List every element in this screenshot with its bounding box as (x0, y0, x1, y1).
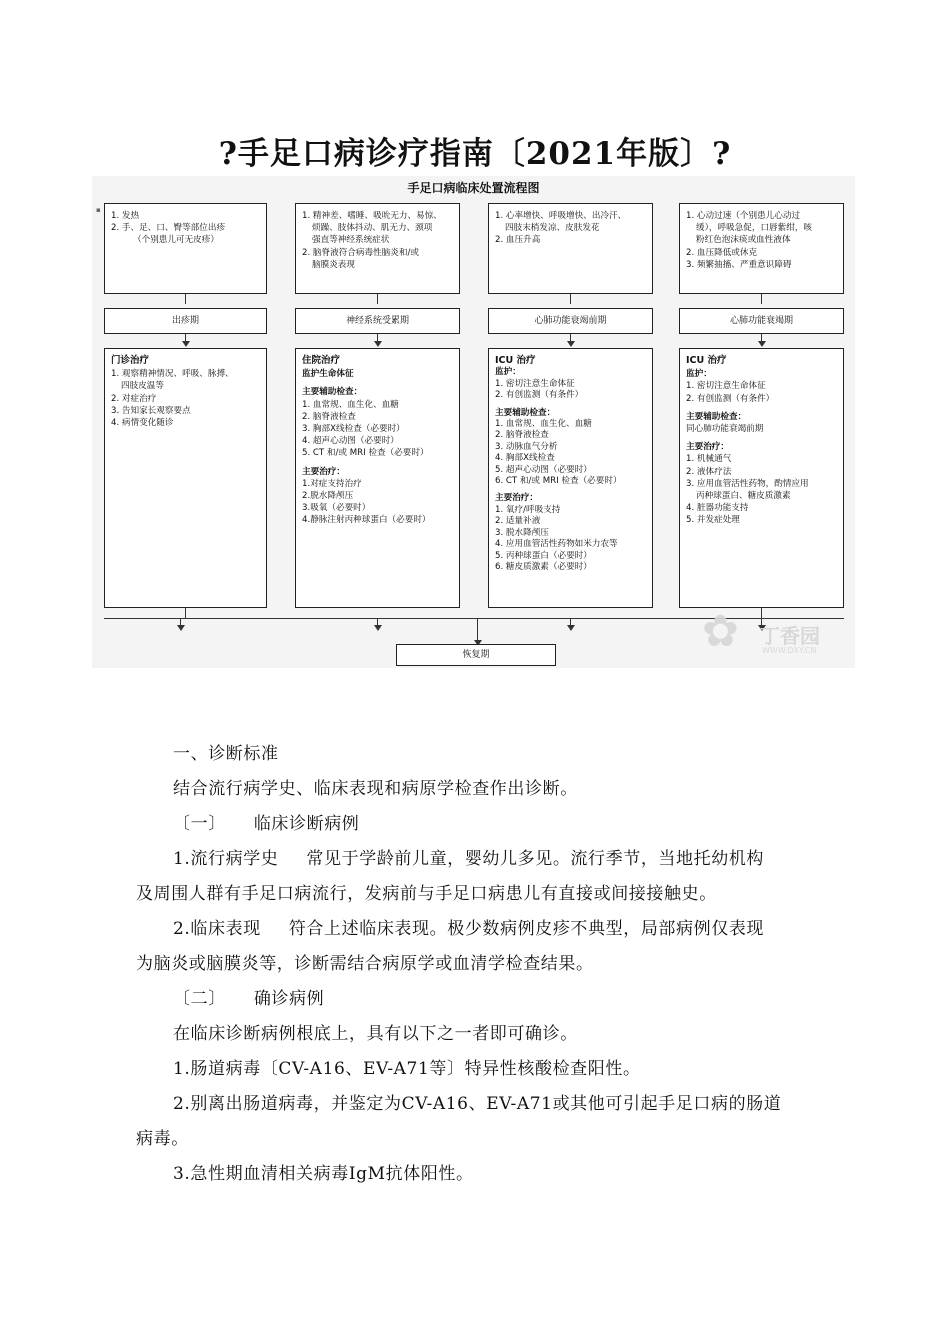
paragraph: 结合流行病学史、临床表现和病原学检查作出诊断。 (173, 779, 578, 799)
treatment-title: ICU 治疗 (686, 355, 727, 366)
paragraph: 2.别离出肠道病毒，并鉴定为CV-A16、EV-A71或其他可引起手足口病的肠道 (173, 1094, 782, 1114)
document-body (136, 740, 826, 1188)
symptom-line: 脑膜炎表现 (312, 259, 355, 270)
monitor-item: 1. 密切注意生命体征 (686, 381, 766, 392)
symptoms-box-2 (295, 203, 460, 294)
treatment-line: 四肢皮温等 (121, 381, 164, 392)
monitor-title: 监护： (686, 369, 712, 380)
main-item: 3.吸氧（必要时） (302, 503, 371, 514)
aux-item: 1. 血常规、血生化、血糖 (495, 419, 592, 430)
treatment-title: ICU 治疗 (495, 355, 536, 366)
treatment-box-1 (104, 348, 267, 608)
monitor-item: 2. 有创监测（有条件） (686, 393, 775, 404)
paragraph-continuation: 及周围人群有手足口病流行，发病前与手足口病患儿有直接或间接接触史。 (136, 884, 717, 904)
aux-item: 6. CT 和/或 MRI 检查（必要时） (495, 476, 622, 487)
symptom-line: 1. 心率增快、呼吸增快、出冷汗、 (495, 211, 627, 221)
paragraph-text: 符合上述临床表现。极少数病例皮疹不典型，局部病例仅表现 (288, 919, 765, 939)
main-item: 3. 脱水降颅压 (495, 527, 549, 538)
stage-box-1: 出疹期 (104, 308, 267, 334)
arrow-down-icon (567, 625, 575, 631)
aux-title: 主要辅助检查： (686, 411, 747, 422)
aux-item: 4. 超声心动图（必要时） (302, 436, 399, 447)
connector-line (761, 294, 762, 304)
treatment-box-2 (295, 348, 460, 608)
aux-item: 2. 脑脊液检查 (495, 430, 549, 441)
treatment-line: 4. 病情变化随诊 (111, 418, 174, 429)
subsection-number: 〔一〕 (173, 814, 226, 834)
main-item: 6. 糖皮质激素（必要时） (495, 561, 592, 572)
symptom-line: 1. 精神差、嗜睡、吸吮无力、易惊、 (302, 211, 442, 221)
symptom-line: 四肢末梢发凉、皮肤发花 (505, 223, 600, 234)
stage-box-4: 心肺功能衰竭期 (679, 308, 844, 334)
treatment-line: 2. 对症治疗 (111, 393, 157, 404)
flowchart-title: 手足口病临床处置流程图 (407, 181, 540, 195)
treatment-subtitle: 监护生命体征 (302, 369, 354, 380)
symptom-line: 烦躁、肢体抖动、肌无力、颈项 (312, 223, 433, 234)
connector-line (185, 294, 186, 304)
subsection-title: 临床诊断病例 (253, 814, 360, 834)
symptom-line: 2. 血压升高 (495, 235, 541, 246)
main-item: 4. 应用血管活性药物如米力农等 (495, 539, 618, 550)
connector-line (185, 608, 186, 618)
main-item: 2. 适量补液 (495, 516, 541, 527)
connector-line (377, 294, 378, 304)
aux-item: 5. 超声心动图（必要时） (495, 464, 592, 475)
main-title: 主要治疗： (302, 466, 345, 477)
main-item: 5. 并发症处理 (686, 515, 740, 526)
symptom-line: 3. 频繁抽搐、严重意识障碍 (686, 259, 792, 270)
connector-line (761, 608, 762, 618)
main-title: 主要治疗： (686, 442, 729, 453)
symptom-line: 粉红色泡沫痰或血性液体 (696, 235, 791, 246)
arrow-down-icon (374, 625, 382, 631)
margin-mark: ▪ (96, 206, 101, 214)
paragraph-continuation: 病毒。 (136, 1129, 189, 1149)
connector-line (570, 294, 571, 304)
treatment-box-3 (488, 348, 653, 608)
paragraph-label: 2.临床表现 (173, 919, 261, 939)
symptom-line: 2. 手、足、口、臀等部位出疹 (111, 223, 226, 234)
aux-item: 同心肺功能衰竭前期 (686, 424, 764, 435)
subsection-heading (136, 810, 826, 838)
paragraph: 1.肠道病毒〔CV-A16、EV-A71等〕特异性核酸检查阳性。 (173, 1059, 641, 1079)
subsection-title: 确诊病例 (253, 989, 325, 1009)
main-title: 主要治疗： (495, 493, 538, 504)
aux-item: 3. 动脉血气分析 (495, 441, 558, 452)
stage-box-3: 心肺功能衰竭前期 (488, 308, 653, 334)
subsection-number: 〔二〕 (173, 989, 226, 1009)
treatment-title: 住院治疗 (302, 355, 341, 366)
symptoms-box-4 (679, 203, 844, 294)
aux-title: 主要辅助检查： (495, 407, 556, 418)
main-item: 2. 液体疗法 (686, 466, 732, 477)
main-item: 5. 丙种球蛋白（必要时） (495, 550, 592, 561)
arrow-line (477, 618, 478, 642)
main-item: 3. 应用血管活性药物，酌情应用 (686, 478, 809, 489)
symptom-line: 1. 心动过速（个别患儿心动过 (686, 211, 801, 221)
symptom-line: （个别患儿可无皮疹） (133, 235, 219, 246)
watermark-text: 丁香园 (760, 624, 820, 648)
page-title: ?手足口病诊疗指南〔2021年版〕? (218, 136, 732, 172)
treatment-line: 3. 告知家长观察要点 (111, 405, 191, 416)
symptom-line: 强直等神经系统症状 (312, 235, 390, 246)
monitor-title: 监护： (495, 367, 521, 378)
symptoms-box-1 (104, 203, 267, 294)
main-item: 1. 氧疗/呼吸支持 (495, 504, 561, 515)
arrow-down-icon (374, 341, 382, 347)
arrow-down-icon (567, 341, 575, 347)
symptom-line: 缓），呼吸急促，口唇紫绀，咳 (696, 223, 813, 234)
aux-item: 5. CT 和/或 MRI 检查（必要时） (302, 448, 429, 459)
paragraph-label: 1.流行病学史 (173, 849, 279, 869)
treatment-line: 1. 观察精神情况、呼吸、脉搏、 (111, 369, 234, 380)
symptom-line: 2. 血压降低或休克 (686, 247, 758, 258)
watermark-icon: ✿ (702, 606, 739, 657)
watermark-url: WWW.DXY.CN (762, 646, 817, 655)
aux-item: 1. 血常规、血生化、血糖 (302, 399, 399, 410)
aux-item: 3. 胸部X线检查（必要时） (302, 424, 405, 435)
paragraph-continuation: 为脑炎或脑膜炎等，诊断需结合病原学或血清学检查结果。 (136, 954, 594, 974)
paragraph: 3.急性期血清相关病毒IgM抗体阳性。 (173, 1164, 474, 1184)
paragraph-text: 常见于学龄前儿童，婴幼儿多见。流行季节，当地托幼机构 (306, 849, 765, 869)
monitor-item: 1. 密切注意生命体征 (495, 378, 575, 389)
paragraph (136, 915, 826, 943)
paragraph: 在临床诊断病例根底上，具有以下之一者即可确诊。 (173, 1024, 578, 1044)
arrow-down-icon (758, 341, 766, 347)
main-item: 2.脱水降颅压 (302, 491, 354, 502)
main-item: 1.对症支持治疗 (302, 478, 362, 489)
section-heading: 一、诊断标准 (173, 744, 279, 764)
paragraph (136, 845, 826, 873)
stage-box-2: 神经系统受累期 (295, 308, 460, 334)
main-item: 1. 机械通气 (686, 454, 732, 465)
aux-title: 主要辅助检查： (302, 387, 363, 398)
symptoms-box-3 (488, 203, 653, 294)
symptom-line: 1. 发热 (111, 211, 140, 221)
main-item: 4.静脉注射丙种球蛋白（必要时） (302, 515, 431, 526)
main-item: 丙种球蛋白、糖皮质激素 (696, 491, 791, 502)
symptom-line: 2. 脑脊液符合病毒性脑炎和/或 (302, 247, 419, 258)
arrow-down-icon (177, 625, 185, 631)
arrow-down-icon (182, 341, 190, 347)
treatment-box-4 (679, 348, 844, 608)
main-item: 4. 脏器功能支持 (686, 503, 749, 514)
aux-item: 2. 脑脊液检查 (302, 411, 356, 422)
subsection-heading (136, 985, 826, 1013)
flowchart (92, 176, 855, 668)
treatment-title: 门诊治疗 (111, 355, 150, 366)
aux-item: 4. 胸部X线检查 (495, 453, 555, 464)
monitor-item: 2. 有创监测（有条件） (495, 390, 584, 401)
recovery-box: 恢复期 (396, 644, 556, 666)
